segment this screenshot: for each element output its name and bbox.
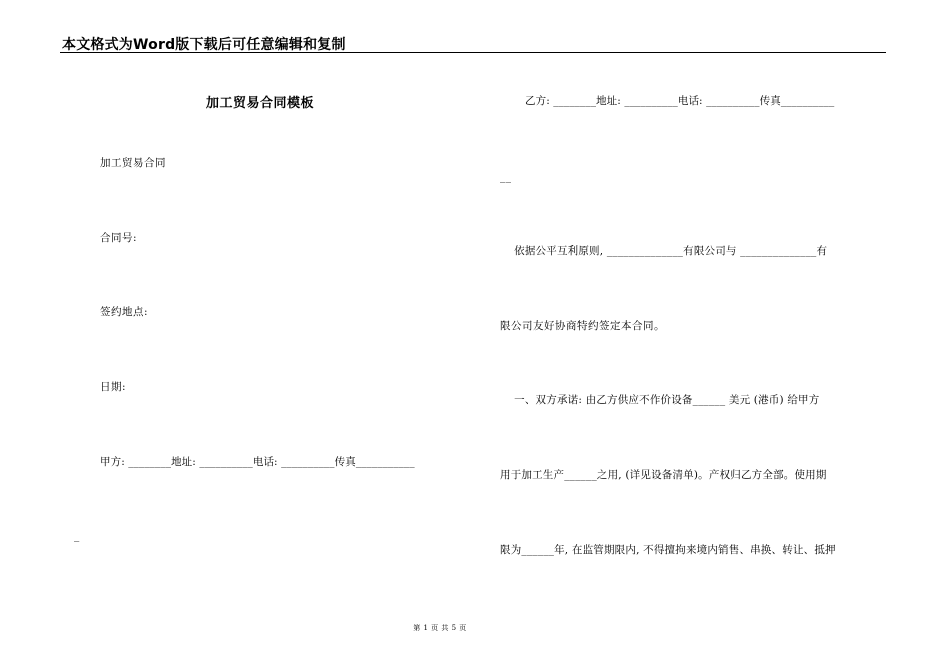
party-b-line: 乙方: ________地址: __________电话: __________传真__________ [525, 95, 835, 107]
document-title: 加工贸易合同模板 [206, 96, 315, 111]
contract-number-label: 合同号: [100, 232, 138, 244]
paragraph-2-line-1: 一、双方承诺: 由乙方供应不作价设备______ 美元 (港币) 给甲方 [500, 394, 820, 406]
paragraph-1-line-1: 依据公平互利原则, ______________有限公司与 ______________有 [500, 245, 828, 257]
party-a-line: 甲方: ________地址: __________电话: __________传真___________ [100, 456, 415, 468]
signing-place-label: 签约地点: [100, 306, 149, 318]
contract-heading: 加工贸易合同 [100, 157, 166, 169]
date-label: 日期: [100, 381, 127, 393]
page-footer: 第 1 页 共 5 页 [413, 624, 467, 632]
paragraph-2-line-3: 限为______年, 在监管期限内, 不得擅拘来境内销售、串换、转让、抵押 [500, 544, 836, 556]
document-banner: 本文格式为Word版下载后可任意编辑和复制 [62, 37, 346, 53]
party-b-continuation: __ [500, 171, 512, 183]
banner-divider [60, 52, 886, 53]
paragraph-2-line-2: 用于加工生产______之用, (详见设备清单)。产权归乙方全部。使用期 [500, 469, 827, 481]
party-a-continuation: _ [74, 530, 80, 542]
paragraph-1-line-2: 限公司友好协商特约签定本合同。 [500, 320, 665, 332]
